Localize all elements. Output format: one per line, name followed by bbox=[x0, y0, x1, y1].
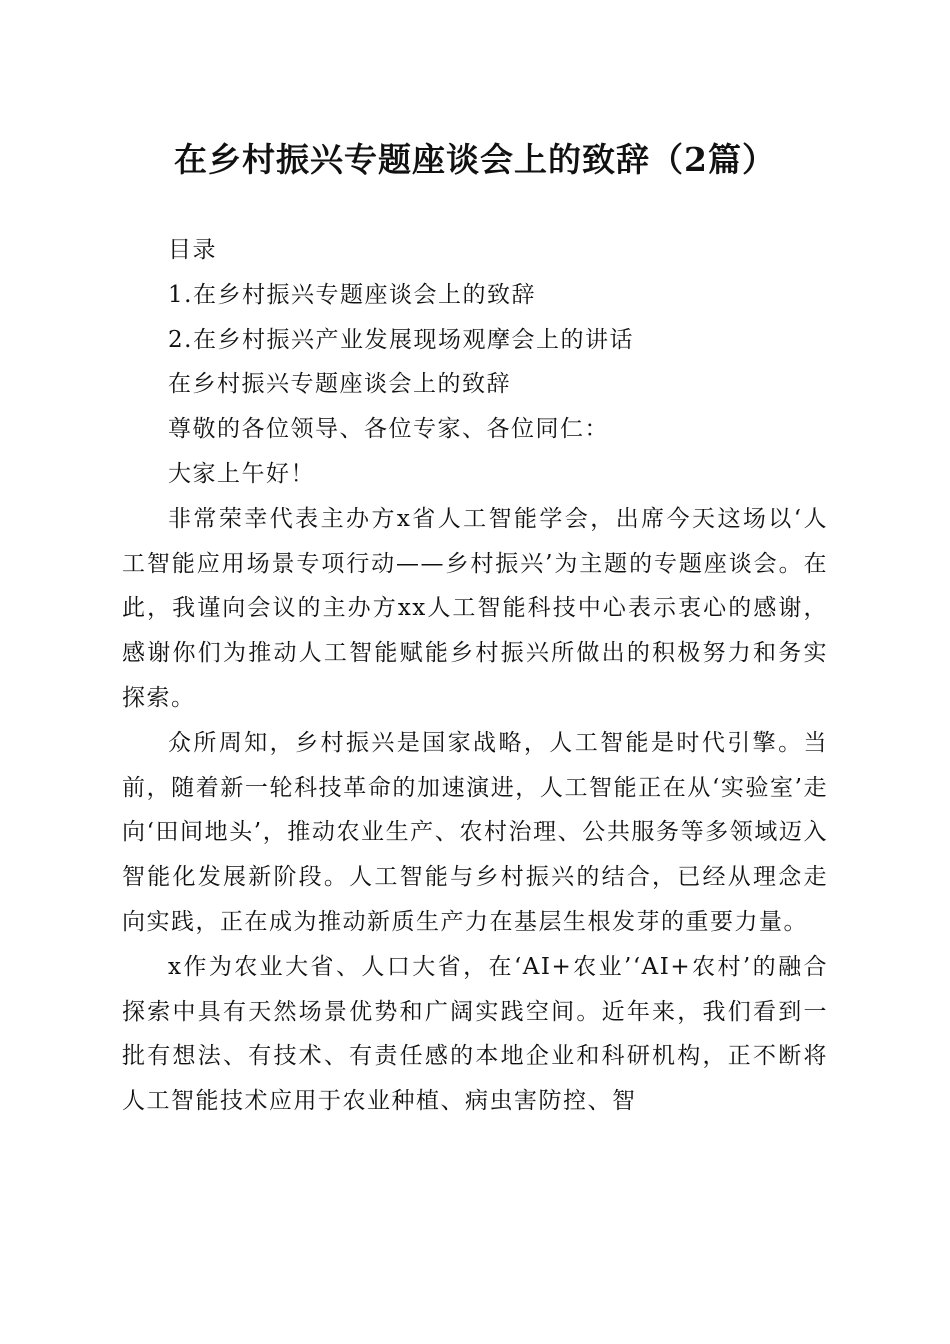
section-title: 在乡村振兴专题座谈会上的致辞 bbox=[168, 371, 511, 398]
document-title: 在乡村振兴专题座谈会上的致辞（2篇） bbox=[174, 140, 776, 179]
toc-heading: 目录 bbox=[168, 237, 217, 263]
salutation: 尊敬的各位领导、各位专家、各位同仁： bbox=[168, 416, 609, 443]
document-body bbox=[122, 228, 828, 1124]
toc-item: 1.在乡村振兴专题座谈会上的致辞 bbox=[168, 281, 536, 308]
toc-item: 2.在乡村振兴产业发展现场观摩会上的讲话 bbox=[168, 326, 634, 353]
body-paragraph: 众所周知，乡村振兴是国家战略，人工智能是时代引擎。当前，随着新一轮科技革命的加速演进，人工智能正在从‘实验室’走向‘田间地头’，推动农业生产、农村治理、公共服务等多领域迈入智能化发展新阶段。人工智能与乡村振兴的结合，已经从理念走向实践，正在成为推动新质生产力在基层生根发芽的重要力量。 bbox=[122, 729, 828, 935]
body-paragraph: x作为农业大省、人口大省，在‘AI+农业’‘AI+农村’的融合探索中具有天然场景优势和广阔实践空间。近年来，我们看到一批有想法、有技术、有责任感的本地企业和科研机构，正不断将人工智能技术应用于农业种植、病虫害防控、智 bbox=[122, 953, 828, 1115]
body-paragraph: 非常荣幸代表主办方x省人工智能学会，出席今天这场以‘人工智能应用场景专项行动——乡村振兴’为主题的专题座谈会。在此，我谨向会议的主办方xx人工智能科技中心表示衷心的感谢，感谢你们为推动人工智能赋能乡村振兴所做出的积极努力和务实探索。 bbox=[122, 505, 828, 711]
greeting: 大家上午好！ bbox=[168, 460, 315, 487]
